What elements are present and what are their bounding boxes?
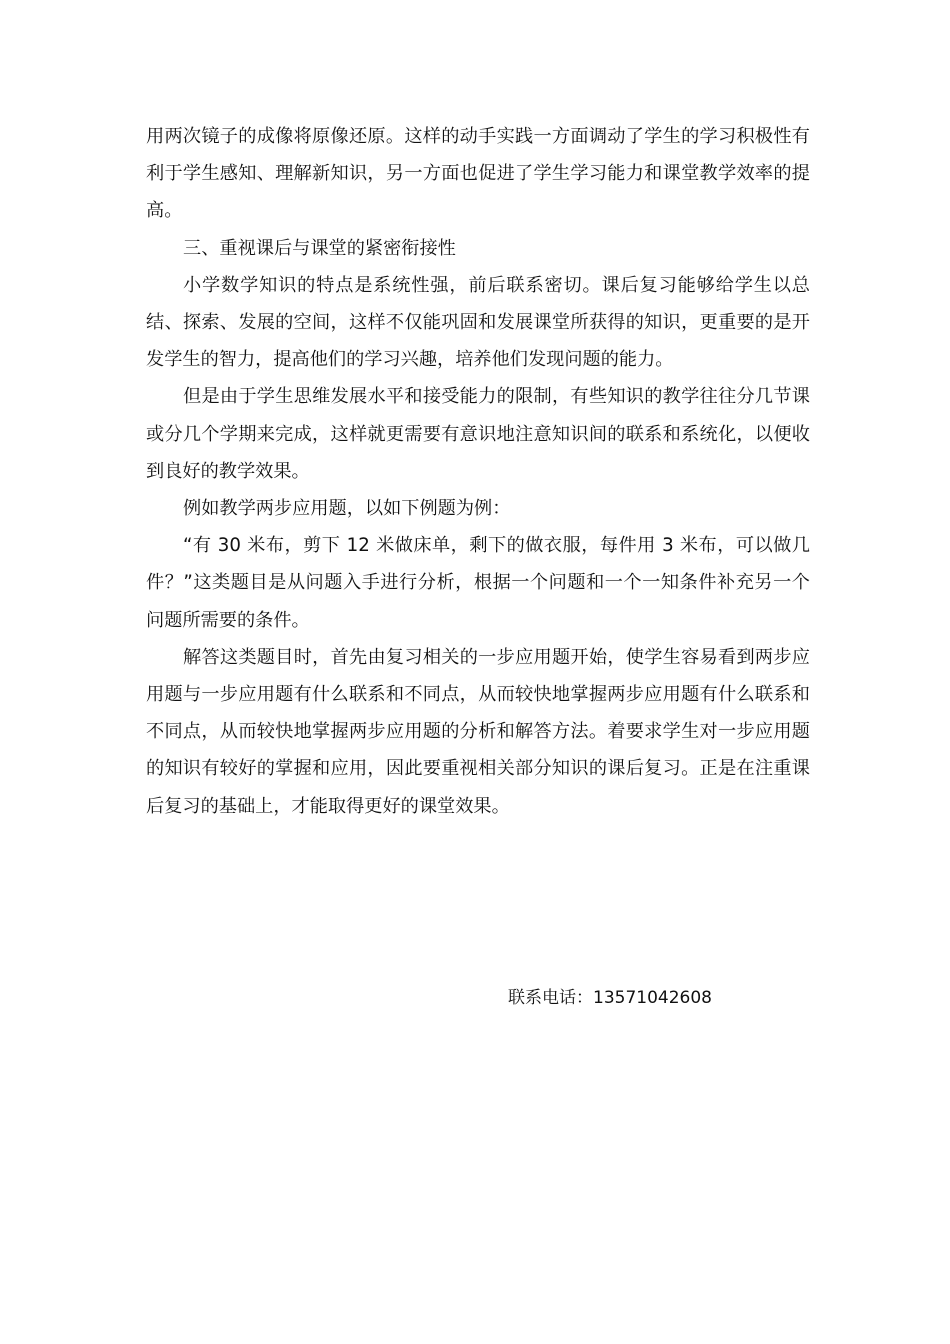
paragraph-5: 解答这类题目时，首先由复习相关的一步应用题开始，使学生容易看到两步应用题与一步应用题有什么联系和不同点，从而较快地掌握两步应用题有什么联系和不同点，从而较快地掌握两步应用题的分析和解答方法。着要求学生对一步应用题的知识有较好的掌握和应用，因此要重视相关部分知识的课后复习。正是在注重课后复习的基础上，才能取得更好的课堂效果。: [146, 646, 810, 817]
contact-info: [508, 986, 712, 1010]
paragraph-2: 小学数学知识的特点是系统性强，前后联系密切。课后复习能够给学生以总结、探索、发展的空间，这样不仅能巩固和发展课堂所获得的知识，更重要的是开发学生的智力，提高他们的学习兴趣，培养他们发现问题的能力。: [146, 274, 810, 371]
contact-phone: 13571042608: [593, 988, 712, 1008]
paragraph-3: 但是由于学生思维发展水平和接受能力的限制，有些知识的教学往往分几节课或分几个学期来完成，这样就更需要有意识地注意知识间的联系和系统化，以便收到良好的教学效果。: [146, 386, 810, 482]
paragraph-4: 例如教学两步应用题，以如下例题为例：: [183, 498, 511, 520]
example-problem: “有 30 米布，剪下 12 米做床单，剩下的做衣服，每件用 3 米布，可以做几件？”这类题目是从问题入手进行分析，根据一个问题和一个一知条件补充另一个问题所需要的条件。: [146, 535, 810, 631]
contact-label: 联系电话：: [508, 988, 593, 1008]
section-heading: 三、重视课后与课堂的紧密衔接性: [183, 237, 456, 259]
document-body: [146, 118, 810, 825]
paragraph-1: 用两次镜子的成像将原像还原。这样的动手实践一方面调动了学生的学习积极性有利于学生感知、理解新知识，另一方面也促进了学生学习能力和课堂教学效率的提高。: [146, 126, 810, 222]
